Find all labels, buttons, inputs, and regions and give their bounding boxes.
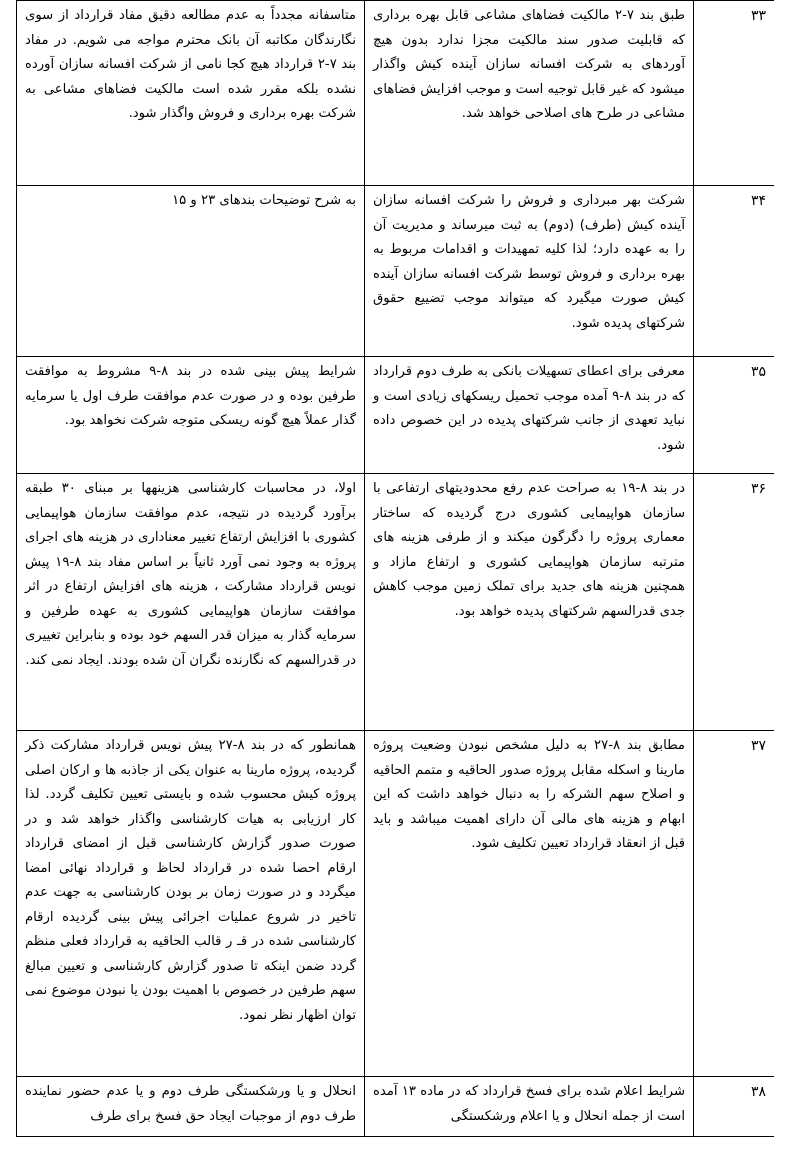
issue-cell: در بند ۸-۱۹ به صراحت عدم رفع محدودیتهای ارتفاعی با سازمان هواپیمایی کشوری درج گردیده که ساختار معماری پروژه را دگرگون میکند و از طرفی هزینه های مترتبه سازمان هواپیمایی کشوری و ارتفاع مازاد و همچنین هزینه های جدید برای تملک زمین موجب کاهش جدی قدرالسهم شرکتهای پدیده خواهد بود. <box>365 474 694 731</box>
table-row <box>17 731 775 1077</box>
reply-cell: همانطور که در بند ۸-۲۷ پیش نویس قرارداد مشارکت ذکر گردیده، پروژه مارینا به عنوان یکی از جاذبه ها و ارکان اصلی پروژه کیش محسوب شده و بایستی تعیین تکلیف گردد. لذا کار ارزیابی به هیات کارشناسی واگذار خواهد شد و در صورت صدور گزارش کارشناسی قبل از امضای قرارداد ارقام احصا شده در قرارداد لحاظ و قرارداد نهائی امضا میگردد و در صورت زمان بر بودن کارشناسی به جهت عدم تاخیر در شروع عملیات اجرائی پیش بینی گردیده ارقام کارشناسی شده در قـ ر قالب الحاقیه به قرارداد فعلی منظم گردد ضمن اینکه تا صدور گزارش کارشناسی و تعیین مبالغ سهم طرفین در خصوص با اهمیت بودن یا نبودن موضوع نمی توان اظهار نظر نمود. <box>17 731 365 1077</box>
table-row <box>17 186 775 357</box>
row-number: ۳۴ <box>694 186 775 357</box>
table-row <box>17 474 775 731</box>
row-number: ۳۸ <box>694 1077 775 1137</box>
reply-cell: متاسفانه مجدداً به عدم مطالعه دقیق مفاد قرارداد از سوی نگارندگان مکاتبه آن بانک محترم مواجه می شویم. در مفاد بند ۷-۲ قرارداد هیچ کجا نامی از شرکت افسانه سازان آورده نشده بلکه مقرر شده است مالکیت فضاهای مشاعی به شرکت بهره برداری و فروش واگذار شود. <box>17 1 365 186</box>
reply-cell: شرایط پیش بینی شده در بند ۸-۹ مشروط به موافقت طرفین بوده و در صورت عدم موافقت طرف اول یا سرمایه گذار عملاً هیچ گونه ریسکی متوجه شرکت نخواهد بود. <box>17 357 365 474</box>
comments-table <box>16 0 774 1137</box>
document-page <box>16 0 774 1156</box>
row-number: ۳۵ <box>694 357 775 474</box>
table-row <box>17 1077 775 1137</box>
row-number: ۳۳ <box>694 1 775 186</box>
reply-cell: به شرح توضیحات بندهای ۲۳ و ۱۵ <box>17 186 365 357</box>
table-row <box>17 357 775 474</box>
issue-cell: معرفی برای اعطای تسهیلات بانکی به طرف دوم قرارداد که در بند ۸-۹ آمده موجب تحمیل ریسکهای زیادی است و نباید تعهدی از جانب شرکتهای پدیده در این خصوص داده شود. <box>365 357 694 474</box>
row-number: ۳۷ <box>694 731 775 1077</box>
issue-cell: شرکت بهر مبرداری و فروش را شرکت افسانه سازان آینده کیش (طرف) (دوم) به ثبت میرساند و مدیریت آن را به عهده دارد؛ لذا کلیه تمهیدات و اقدامات مربوط به بهره برداری و فروش توسط شرکت افسانه سازان آینده کیش صورت میگیرد که میتواند موجب تضییع حقوق شرکتهای پدیده شود. <box>365 186 694 357</box>
reply-cell: اولا، در محاسبات کارشناسی هزینهها بر مبنای ۳۰ طبقه برآورد گردیده در نتیجه، عدم موافقت سازمان هواپیمایی کشوری با افزایش ارتفاع تغییر معناداری در هزینه های اجرای پروژه به وجود نمی آورد ثانیاً بر اساس مفاد بند ۸-۱۹ پیش نویس قرارداد مشارکت ، هزینه های افزایش ارتفاع در اثر موافقت سازمان هواپیمایی کشوری به عهده طرفین و سرمایه گذار به میزان قدر السهم خود بوده و بنابراین تغییری در قدرالسهم که نگارنده نگران آن شده بودند. ایجاد نمی کند. <box>17 474 365 731</box>
row-number: ۳۶ <box>694 474 775 731</box>
table-row <box>17 1 775 186</box>
issue-cell: شرایط اعلام شده برای فسخ قرارداد که در ماده ۱۳ آمده است از جمله انحلال و یا اعلام ورشکستگی <box>365 1077 694 1137</box>
issue-cell: طبق بند ۷-۲ مالکیت فضاهای مشاعی قابل بهره برداری که قابلیت صدور سند مالکیت مجزا ندارد بدون هیچ آوردهای به شرکت افسانه سازان آینده کیش واگذار میشود که غیر قابل توجیه است و موجب افزایش فضاهای مشاعی در طرح های اصلاحی خواهد شد. <box>365 1 694 186</box>
reply-cell: انحلال و یا ورشکستگی طرف دوم و یا عدم حضور نماینده طرف دوم از موجبات ایجاد حق فسخ برای طرف <box>17 1077 365 1137</box>
issue-cell: مطابق بند ۸-۲۷ به دلیل مشخص نبودن وضعیت پروژه مارینا و اسکله مقابل پروژه صدور الحاقیه و متمم الحاقیه و اصلاح سهم الشرکه را به دنبال خواهد داشت که این ابهام و هزینه های مالی آن دارای اهمیت میباشد و باید قبل از انعقاد قرارداد تعیین تکلیف شود. <box>365 731 694 1077</box>
